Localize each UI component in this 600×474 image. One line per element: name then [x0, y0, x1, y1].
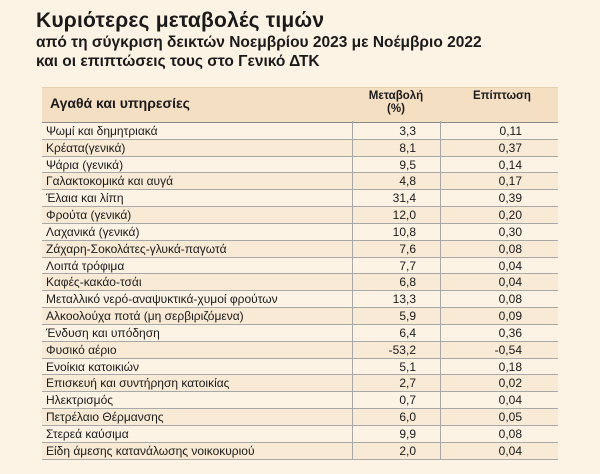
- table-body: [42, 122, 558, 460]
- row-name: Αλκοολούχα ποτά (μη σερβιριζόμενα): [46, 309, 244, 324]
- column-divider: [440, 121, 441, 460]
- row-change: 6,4: [399, 325, 416, 340]
- header-change-label: Μεταβολή: [368, 90, 424, 102]
- table-row: [42, 258, 558, 275]
- row-change: 3,3: [399, 124, 416, 138]
- table-row: [42, 274, 558, 291]
- header-change: [366, 90, 426, 116]
- row-change: 5,1: [399, 359, 416, 374]
- row-name: Ένδυση και υπόδηση: [46, 325, 160, 340]
- row-impact: 0,08: [498, 292, 522, 307]
- row-change: 10,8: [392, 224, 416, 239]
- subtitle-line-2: και οι επιπτώσεις τους στο Γενικό ΔΤΚ: [36, 53, 320, 70]
- row-impact: 0,30: [498, 224, 522, 239]
- price-changes-table: [42, 87, 558, 460]
- row-name: Είδη άμεσης κατανάλωσης νοικοκυριού: [46, 443, 255, 458]
- row-change: -53,2: [388, 342, 416, 357]
- table-row: [42, 173, 558, 190]
- row-change: 12,0: [392, 208, 416, 223]
- row-name: Ψάρια (γενικά): [46, 157, 124, 172]
- row-name: Λαχανικά (γενικά): [46, 224, 140, 239]
- row-impact: 0,37: [498, 140, 522, 155]
- row-impact: 0,08: [498, 426, 522, 441]
- subtitle-line-1: από τη σύγκριση δεικτών Νοεμβρίου 2023 με Νοέμβριο 2022: [36, 34, 482, 51]
- table-row: [42, 224, 558, 241]
- row-name: Καφές-κακάο-τσάι: [46, 275, 142, 290]
- row-change: 0,7: [399, 393, 416, 408]
- row-name: Λοιπά τρόφιμα: [46, 258, 125, 273]
- row-impact: 0,04: [498, 258, 522, 273]
- row-impact: 0,20: [498, 208, 522, 223]
- row-change: 5,9: [399, 309, 416, 324]
- row-impact: 0,39: [498, 191, 522, 206]
- table-row: [42, 241, 558, 258]
- table-row: [42, 123, 558, 140]
- table-row: [42, 140, 558, 157]
- row-impact: 0,14: [498, 157, 522, 172]
- row-name: Πετρέλαιο Θέρμανσης: [46, 410, 164, 425]
- row-change: 13,3: [392, 292, 416, 307]
- table-row: [42, 308, 558, 325]
- row-change: 4,8: [399, 174, 416, 189]
- row-impact: 0,09: [498, 309, 522, 324]
- row-name: Ψωμί και δημητριακά: [46, 124, 158, 138]
- row-name: Ζάχαρη-Σοκολάτες-γλυκά-παγωτά: [46, 241, 227, 256]
- page-title: Κυριότερες μεταβολές τιμών: [36, 9, 325, 32]
- table-row: [42, 157, 558, 174]
- row-change: 2,7: [399, 376, 416, 391]
- row-name: Στερεά καύσιμα: [46, 426, 129, 441]
- table-row: [42, 291, 558, 308]
- row-impact: 0,04: [498, 443, 522, 458]
- row-change: 8,1: [399, 140, 416, 155]
- table-row: [42, 207, 558, 224]
- table-row: [42, 342, 558, 359]
- row-impact: -0,54: [494, 342, 522, 357]
- row-name: Φυσικό αέριο: [46, 342, 117, 357]
- table-row: [42, 409, 558, 426]
- row-change: 6,0: [399, 410, 416, 425]
- table-row: [42, 325, 558, 342]
- row-name: Κρέατα(γενικά): [46, 140, 126, 155]
- row-change: 9,9: [399, 426, 416, 441]
- row-change: 9,5: [399, 157, 416, 172]
- row-impact: 0,04: [498, 275, 522, 290]
- row-name: Επισκευή και συντήρηση κατοικίας: [46, 376, 230, 391]
- row-impact: 0,02: [498, 376, 522, 391]
- row-impact: 0,04: [498, 393, 522, 408]
- table-header: [42, 87, 558, 122]
- row-change: 31,4: [392, 191, 416, 206]
- row-name: Ηλεκτρισμός: [46, 393, 114, 408]
- row-change: 7,6: [399, 241, 416, 256]
- row-change: 6,8: [399, 275, 416, 290]
- row-name: Μεταλλικό νερό-αναψυκτικά-χυμοί φρούτων: [46, 292, 278, 307]
- header-goods-services: Αγαθά και υπηρεσίες: [50, 95, 190, 111]
- row-impact: 0,18: [498, 359, 522, 374]
- table-row: [42, 392, 558, 409]
- table-row: [42, 190, 558, 207]
- row-change: 7,7: [399, 258, 416, 273]
- row-impact: 0,08: [498, 241, 522, 256]
- table-row: [42, 443, 558, 460]
- row-impact: 0,17: [498, 174, 522, 189]
- header-change-unit: (%): [387, 103, 405, 115]
- column-divider: [352, 121, 353, 460]
- title-block: [36, 9, 596, 71]
- row-name: Φρούτα (γενικά): [46, 208, 132, 223]
- row-name: Έλαια και λίπη: [46, 191, 124, 206]
- table-row: [42, 426, 558, 443]
- row-name: Γαλακτοκομικά και αυγά: [46, 174, 174, 189]
- row-change: 2,0: [399, 443, 416, 458]
- header-impact: Επίπτωση: [473, 90, 531, 102]
- row-impact: 0,05: [498, 410, 522, 425]
- row-name: Ενοίκια κατοικιών: [46, 359, 140, 374]
- row-impact: 0,11: [499, 124, 522, 138]
- table-row: [42, 359, 558, 376]
- table-row: [42, 375, 558, 392]
- row-impact: 0,36: [498, 325, 522, 340]
